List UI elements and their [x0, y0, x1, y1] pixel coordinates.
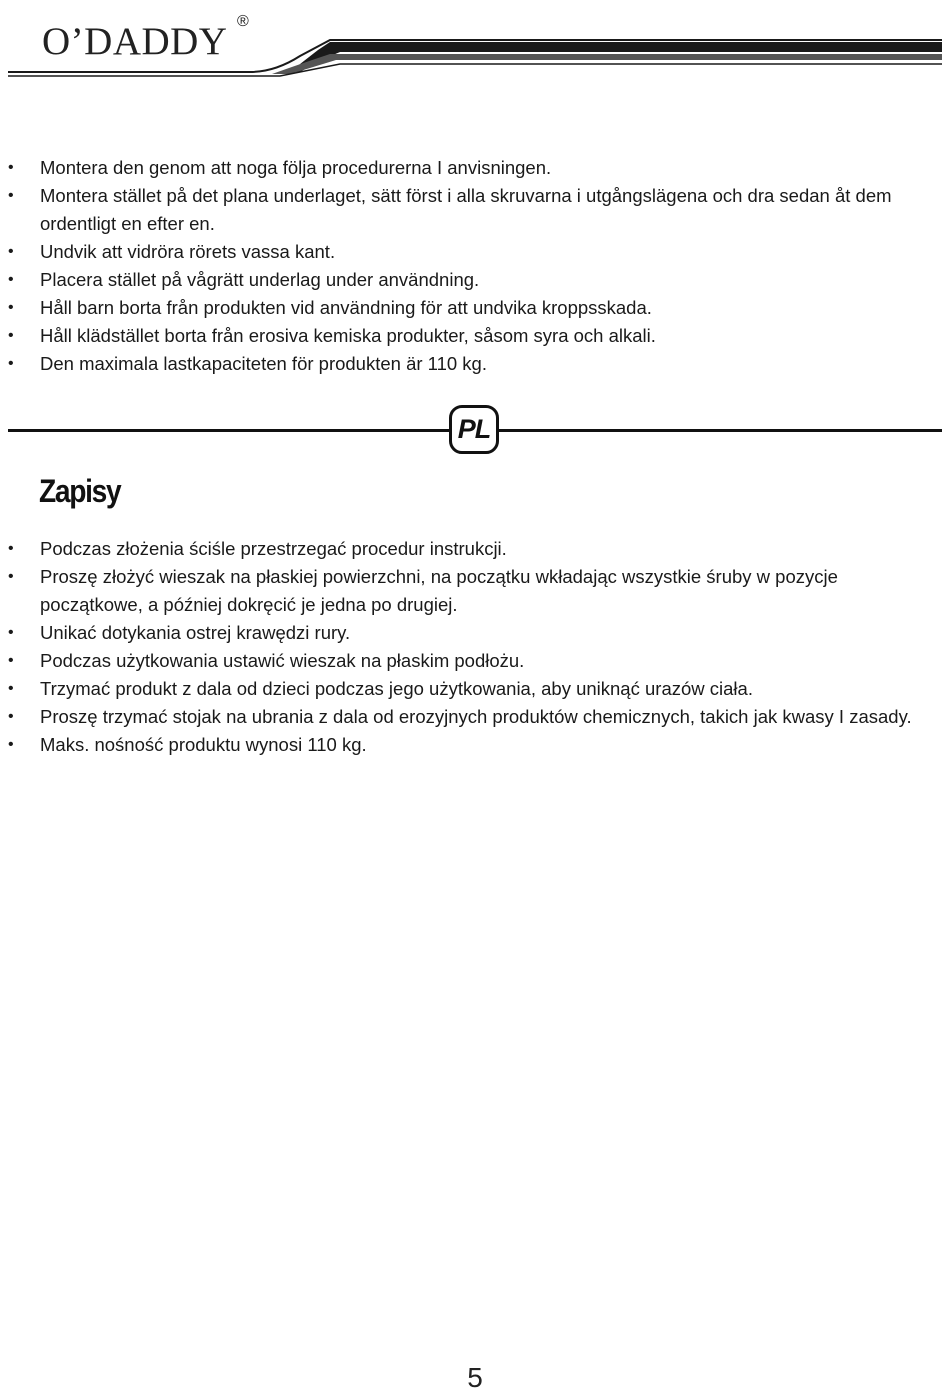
page-number: 5: [467, 1362, 483, 1393]
list-item: • Den maximala lastkapaciteten för produkten är 110 kg.: [0, 350, 950, 378]
language-badge: PL: [449, 405, 499, 454]
registered-mark: ®: [237, 13, 249, 30]
bullet-icon: •: [8, 327, 14, 344]
list-item: • Unikać dotykania ostrej krawędzi rury.: [0, 619, 950, 647]
list-item: • Podczas użytkowania ustawić wieszak na płaskim podłożu.: [0, 647, 950, 675]
polish-notes-list: [0, 535, 950, 759]
bullet-icon: •: [8, 243, 14, 260]
list-item: • Maks. nośność produktu wynosi 110 kg.: [0, 731, 950, 759]
bullet-icon: •: [8, 680, 14, 697]
brand-logo: O’DADDY: [42, 20, 228, 63]
list-item: • Håll klädstället borta från erosiva kemiska produkter, såsom syra och alkali.: [0, 322, 950, 350]
list-item: • Undvik att vidröra rörets vassa kant.: [0, 238, 950, 266]
list-item: • Montera den genom att noga följa procedurerna I anvisningen.: [0, 154, 950, 182]
bullet-icon: •: [8, 271, 14, 288]
list-item: • Placera stället på vågrätt underlag under användning.: [0, 266, 950, 294]
bullet-icon: •: [8, 159, 14, 176]
bullet-icon: •: [8, 355, 14, 372]
bullet-icon: •: [8, 540, 14, 557]
bullet-icon: •: [8, 299, 14, 316]
list-item: • Podczas złożenia ściśle przestrzegać procedur instrukcji.: [0, 535, 950, 563]
swedish-notes-list: [0, 154, 950, 378]
list-item: • Håll barn borta från produkten vid användning för att undvika kroppsskada.: [0, 294, 950, 322]
bullet-icon: •: [8, 568, 14, 585]
list-item: • Proszę trzymać stojak na ubrania z dala od erozyjnych produktów chemicznych, takich jak kwasy I zasady.: [0, 703, 950, 731]
bullet-icon: •: [8, 187, 14, 204]
bullet-icon: •: [8, 736, 14, 753]
list-item: • Montera stället på det plana underlaget, sätt först i alla skruvarna i utgångslägena och dra sedan åt dem ordentligt en efter en.: [0, 182, 950, 238]
bullet-icon: •: [8, 708, 14, 725]
section-heading: Zapisy: [39, 473, 121, 509]
bullet-icon: •: [8, 624, 14, 641]
list-item: • Proszę złożyć wieszak na płaskiej powierzchni, na początku wkładając wszystkie śruby w pozycje początkowe, a później dokręcić je jedna po drugiej.: [0, 563, 950, 619]
bullet-icon: •: [8, 652, 14, 669]
list-item: • Trzymać produkt z dala od dzieci podczas jego użytkowania, aby uniknąć urazów ciała.: [0, 675, 950, 703]
